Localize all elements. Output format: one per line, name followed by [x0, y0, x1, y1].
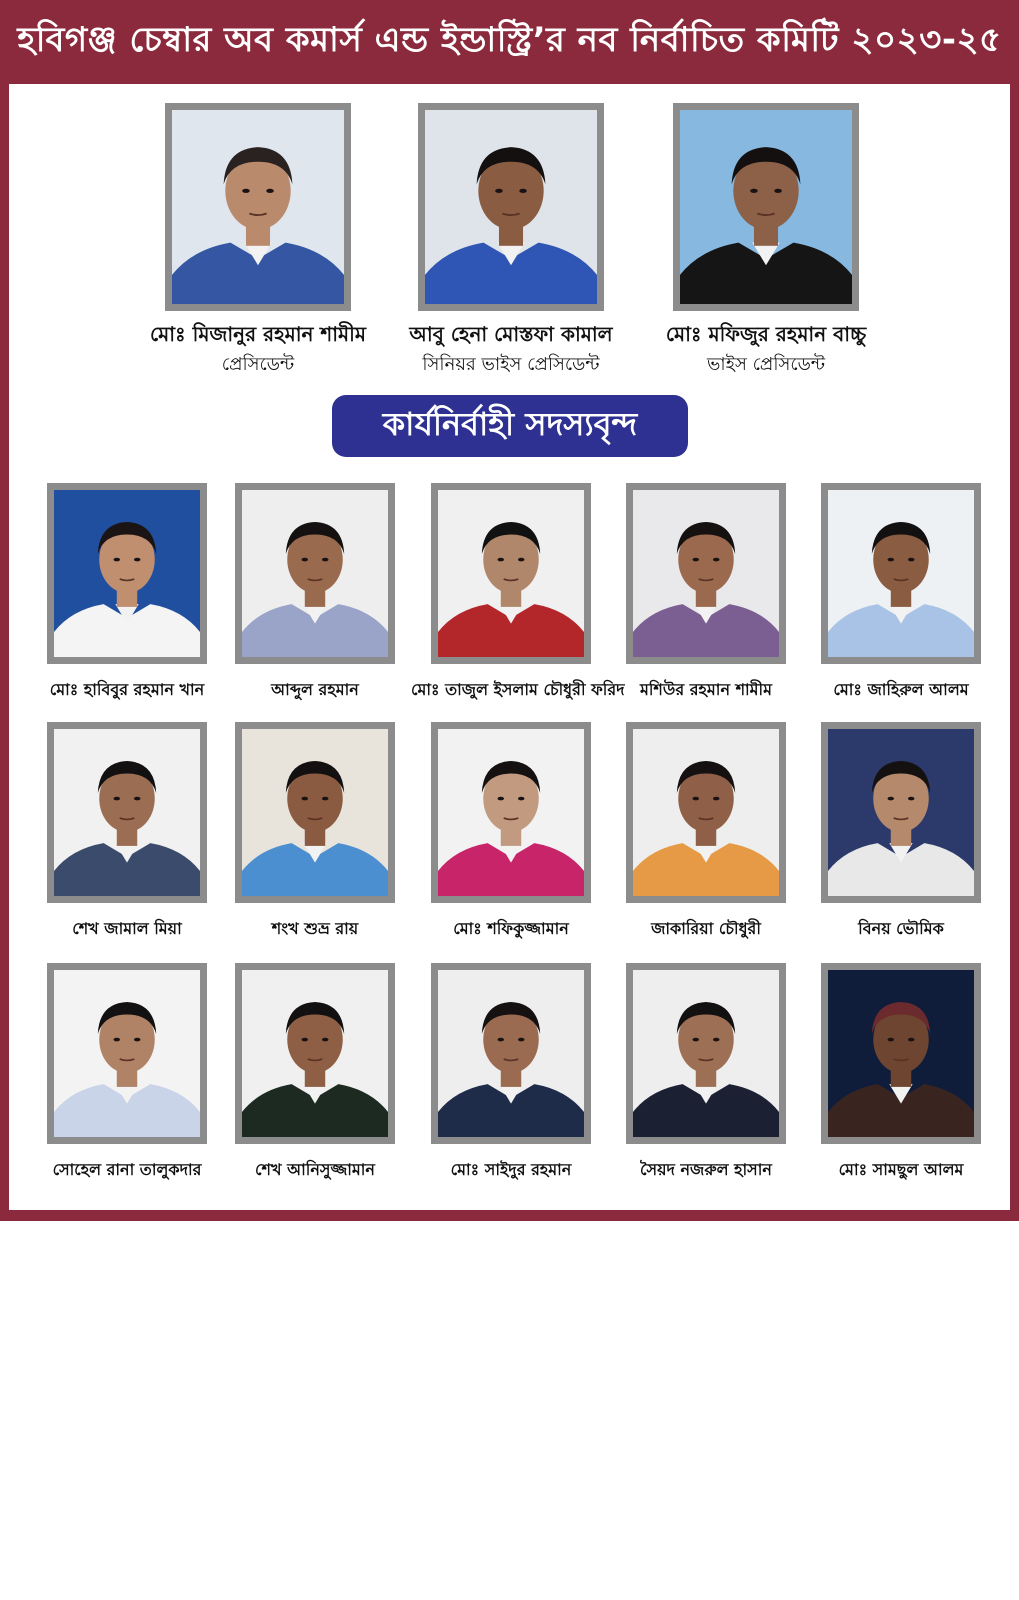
member-photo	[431, 722, 591, 903]
member-photo	[47, 963, 207, 1144]
member-name: সোহেল রানা তালুকদার	[52, 1160, 202, 1179]
member-name: শংখ শুভ্র রায়	[271, 919, 359, 938]
member-photo	[235, 963, 395, 1144]
portrait-image	[242, 729, 388, 896]
executive-members-heading: কার্যনির্বাহী সদস্যবৃন্দ	[332, 395, 688, 457]
member-photo	[47, 722, 207, 903]
portrait-image	[425, 110, 597, 304]
portrait-image	[438, 490, 584, 657]
member-photo	[821, 483, 981, 664]
portrait-image	[633, 729, 779, 896]
portrait-image	[54, 729, 200, 896]
member-photo	[821, 722, 981, 903]
portrait-image	[242, 970, 388, 1137]
member-photo	[47, 483, 207, 664]
leader-photo	[673, 103, 859, 311]
portrait-image	[828, 729, 974, 896]
member-photo	[431, 963, 591, 1144]
portrait-image	[438, 729, 584, 896]
member-name: আব্দুল রহমান	[271, 680, 359, 699]
member-name: সৈয়দ নজরুল হাসান	[640, 1160, 772, 1179]
member-name: শেখ আনিসুজ্জামান	[255, 1160, 375, 1179]
member-photo	[235, 483, 395, 664]
portrait-image	[633, 970, 779, 1137]
member-name: মোঃ হাবিবুর রহমান খান	[49, 680, 205, 699]
member-name: মোঃ তাজুল ইসলাম চৌধুরী ফরিদ	[411, 680, 625, 699]
member-name: মশিউর রহমান শামীম	[639, 680, 773, 699]
portrait-image	[680, 110, 852, 304]
portrait-image	[172, 110, 344, 304]
portrait-image	[828, 490, 974, 657]
portrait-image	[54, 970, 200, 1137]
member-photo	[626, 963, 786, 1144]
portrait-image	[54, 490, 200, 657]
member-photo	[235, 722, 395, 903]
member-name: জাকারিয়া চৌধুরী	[651, 919, 761, 938]
leader-photo	[165, 103, 351, 311]
leader-name: আবু হেনা মোস্তফা কামাল	[409, 322, 613, 346]
leader-name: মোঃ মফিজুর রহমান বাচ্চু	[665, 322, 867, 346]
member-name: মোঃ শফিকুজ্জামান	[453, 919, 569, 938]
member-photo	[431, 483, 591, 664]
leader-role: সিনিয়র ভাইস প্রেসিডেন্ট	[422, 354, 600, 375]
member-photo	[821, 963, 981, 1144]
member-name: মোঃ জাহিরুল আলম	[833, 680, 969, 699]
portrait-image	[828, 970, 974, 1137]
member-name: মোঃ সামছুল আলম	[838, 1160, 964, 1179]
leader-name: মোঃ মিজানুর রহমান শামীম	[150, 322, 366, 346]
member-name: বিনয় ভৌমিক	[858, 919, 944, 938]
portrait-image	[633, 490, 779, 657]
leader-role: প্রেসিডেন্ট	[221, 354, 295, 375]
portrait-image	[242, 490, 388, 657]
poster-title: হবিগঞ্জ চেম্বার অব কমার্স এন্ড ইন্ডাস্ট্রি’র নব নির্বাচিত কমিটি ২০২৩-২৫	[17, 19, 1002, 60]
leader-photo	[418, 103, 604, 311]
member-photo	[626, 722, 786, 903]
member-photo	[626, 483, 786, 664]
member-name: শেখ জামাল মিয়া	[72, 919, 182, 938]
portrait-image	[438, 970, 584, 1137]
member-name: মোঃ সাইদুর রহমান	[450, 1160, 572, 1179]
leader-role: ভাইস প্রেসিডেন্ট	[706, 354, 826, 375]
